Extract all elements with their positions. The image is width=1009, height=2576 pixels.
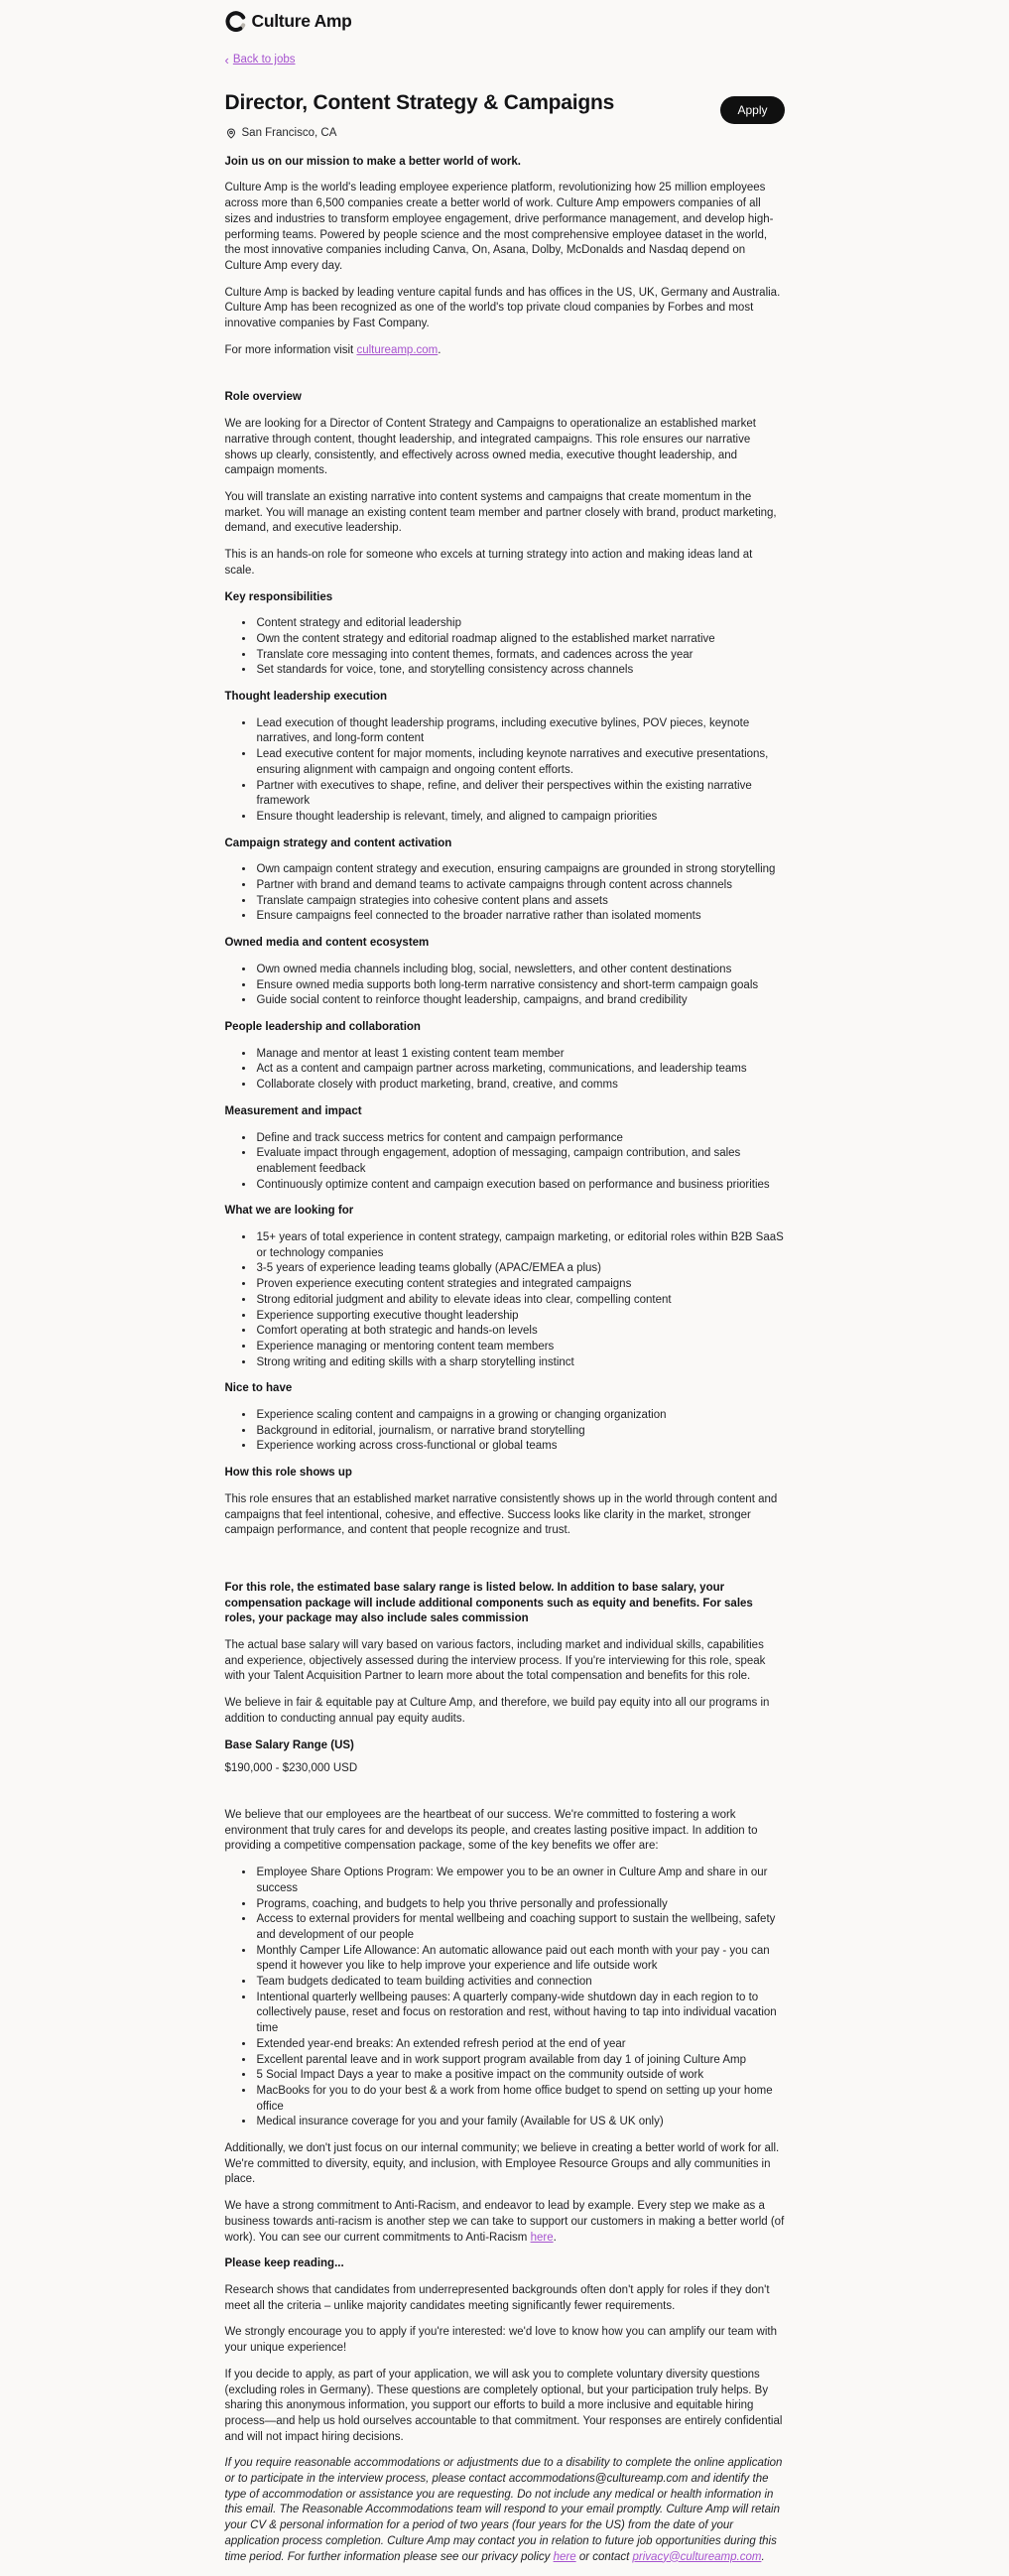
paragraph: We believe that our employees are the heartbeat of our success. We're committed to fostering a work environment that truly cares for and develops its people, and creates lasting positive impact. In addition to providing a competitive compensation package, some of the key benefits we offer are: [224,1809,758,1853]
bullet-item: • Experience managing or mentoring content team members [255,1340,785,1355]
bullet-item: • Own owned media channels including blog, social, newsletters, and other content destinations [255,963,785,978]
bullet-item: • Proven experience executing content strategies and integrated campaigns [255,1277,785,1293]
inline-link[interactable]: here [530,2231,554,2244]
bullet-list [225,1408,785,1455]
inline-link[interactable]: privacy@cultureamp.com [632,2550,762,2563]
bullet-item: • 15+ years of total experience in content strategy, campaign marketing, or editorial roles within B2B SaaS or technology companies [255,1230,785,1261]
paragraph: We have a strong commitment to Anti-Racism, and endeavor to lead by example. Every step we make as a business towards anti-racism is another step we can take to support our customers in making a better world (of work). You can see our current commitments to Anti-Racism here. [224,2200,785,2244]
page-header [225,11,785,142]
location-label: San Francisco, CA [241,127,337,140]
bullet-item: • Background in editorial, journalism, or narrative brand storytelling [255,1424,785,1440]
bullet-item: • Intentional quarterly wellbeing pauses: A quarterly company-wide shutdown day in each region to to collectively pause, reset and focus on restoration and rest, without having to tap into individual vacation time [255,1991,785,2037]
bullet-item: • Continuously optimize content and campaign execution based on performance and business priorities [255,1178,785,1194]
section-heading: People leadership and collaboration [224,1020,421,1033]
bullet-list [225,963,785,1009]
bullet-item: • 5 Social Impact Days a year to make a positive impact on the community outside of work [255,2068,785,2084]
paragraph: Culture Amp is the world's leading employee experience platform, revolutionizing how 25 million employees across more than 6,500 companies create a better world of work. Culture Amp empowers companies of all sizes and industries to transform employee engagement, drive performance management, and develop high-performing teams. Powered by people science and the most comprehensive employee dataset in the world, the most innovative companies including Canva, On, Asana, Dolby, McDonalds and Nasdaq depend on Culture Amp every day. [224,182,774,272]
bullet-item: • Ensure thought leadership is relevant, timely, and aligned to campaign priorities [255,810,785,826]
section-heading: Campaign strategy and content activation [224,837,452,849]
bullet-list [225,1047,785,1094]
chevron-left-icon: ‹ [224,53,229,68]
bullet-item: • Extended year-end breaks: An extended refresh period at the end of year [255,2037,785,2053]
paragraph: We are looking for a Director of Content Strategy and Campaigns to operationalize an established market narrative through content, thought leadership, and integrated campaigns. This role ensures our narrative shows up clearly, consistently, and effectively across owned media, executive thought leadership, and campaign moments. [224,418,756,477]
paragraph: The actual base salary will vary based on various factors, including market and individual skills, capabilities and experience, objectively assessed during the interview process. If you're interviewing for this role, speak with your Talent Acquisition Partner to learn more about the total compensation and benefits for this role. [224,1639,766,1683]
bullet-item: • Own campaign content strategy and execution, ensuring campaigns are grounded in strong storytelling [255,862,785,878]
paragraph: If you decide to apply, as part of your application, we will ask you to complete voluntary diversity questions (excluding roles in Germany). These questions are completely optional, but your participation truly helps. By sharing this anonymous information, you support our efforts to build a more inclusive and equitable hiring process—and help us hold ourselves accountable to that commitment. Your responses are entirely confidential and will not impact hiring decisions. [224,2368,783,2443]
bullet-item: • Content strategy and editorial leadership [255,616,785,632]
spacer [225,1550,785,1570]
bullet-item: • MacBooks for you to do your best & a work from home office budget to spend on setting up your home office [255,2084,785,2115]
paragraph: If you require reasonable accommodations or adjustments due to a disability to complete the online application or to participate in the interview process, please contact accommodations@cultureamp.com and identify the type of accommodation or assistance you are requesting. Do not include any medical or health information in this email. The Reasonable Accommodations team will respond to your email promptly. Culture Amp will retain your CV & personal information for a period of two years (four years for the US) from the date of your application process completion. Culture Amp may contact you in relation to future job opportunities during this time period. For further information please see our privacy policy here or contact privacy@cultureamp.com. [224,2457,783,2563]
bullet-item: • Lead executive content for major moments, including keynote narratives and executive presentations, ensuring alignment with campaign and ongoing content efforts. [255,747,785,778]
paragraph: Culture Amp is backed by leading venture capital funds and has offices in the US, UK, Germany and Australia. Culture Amp has been recognized as one of the world's top private cloud companies by Forbes and most innovative companies by Fast Company. [224,286,781,330]
job-description [225,142,785,2565]
bullet-item: • Ensure owned media supports both long-term narrative consistency and short-term campaign goals [255,978,785,994]
bullet-item: • Evaluate impact through engagement, adoption of messaging, campaign contribution, and sales enablement feedback [255,1146,785,1177]
bullet-list [225,1230,785,1370]
bullet-item: • Access to external providers for mental wellbeing and coaching support to sustain the wellbeing, safety and development of our people [255,1912,785,1943]
back-link-label: Back to jobs [232,54,296,65]
bullet-list [225,1866,785,2130]
bullet-item: • Comfort operating at both strategic and hands-on levels [255,1324,785,1340]
bullet-list [225,1131,785,1194]
bullet-item: • Experience supporting executive thought leadership [255,1309,785,1325]
paragraph: This is an hands-on role for someone who excels at turning strategy into action and making ideas land at scale. [224,549,753,577]
section-heading: Measurement and impact [224,1104,362,1117]
spacer [225,1788,785,1797]
bullet-list [225,716,785,826]
bullet-list [225,862,785,925]
back-to-jobs-link[interactable] [225,53,296,68]
bullet-item: • Employee Share Options Program: We empower you to be an owner in Culture Amp and share in our success [255,1866,785,1896]
paragraph: Join us on our mission to make a better world of work. [224,155,521,168]
paragraph: We strongly encourage you to apply if you're interested: we'd love to know how you can amplify our team with your unique experience! [224,2326,777,2355]
bullet-item: • Guide social content to reinforce thought leadership, campaigns, and brand credibility [255,993,785,1009]
logo-wordmark: Culture Amp [251,10,352,31]
paragraph: Additionally, we don't just focus on our internal community; we believe in creating a better world of work for all. We're committed to diversity, equity, and inclusion, with Employee Resource Groups and ally communities in place. [224,2142,780,2186]
section-heading: Thought leadership execution [224,691,388,704]
bullet-item: • Translate campaign strategies into cohesive content plans and assets [255,894,785,910]
title-row [225,90,785,116]
section-heading: How this role shows up [224,1467,352,1480]
section-heading: Role overview [224,391,302,404]
paragraph: For this role, the estimated base salary range is listed below. In addition to base salary, your compensation package will include additional components such as equity and benefits. For sales roles, your package may also include sales commission [224,1581,753,1625]
bullet-item: • Partner with brand and demand teams to activate campaigns through content across channels [255,878,785,894]
bullet-item: • Act as a content and campaign partner across marketing, communications, and leadership teams [255,1062,785,1078]
job-posting-page [225,0,785,2565]
bullet-item: • Monthly Camper Life Allowance: An automatic allowance paid out each month with your pay - you can spend it however you like to help improve your experience and life outside work [255,1944,785,1975]
bullet-item: • Excellent parental leave and in work support program available from day 1 of joining Culture Amp [255,2053,785,2069]
bullet-item: • Manage and mentor at least 1 existing content team member [255,1047,785,1063]
location-pin-icon [225,127,237,140]
bullet-item: • Own the content strategy and editorial roadmap aligned to the established market narrative [255,632,785,648]
paragraph: For more information visit cultureamp.com. [224,343,441,356]
job-location [225,126,785,142]
paragraph: This role ensures that an established market narrative consistently shows up in the world through content and campaigns that feel intentional, cohesive, and effective. Success looks like clarity in the market, stronger campaign performance, and content that people recognize and trust. [224,1492,778,1537]
bullet-item: • Strong writing and editing skills with a sharp storytelling instinct [255,1355,785,1371]
paragraph: We believe in fair & equitable pay at Culture Amp, and therefore, we build pay equity into all our programs in addition to conducting annual pay equity audits. [224,1697,770,1725]
paragraph: Research shows that candidates from underrepresented backgrounds often don't apply for roles if they don't meet all the criteria – unlike majority candidates meeting significantly fewer requirements. [224,2283,770,2312]
section-heading: Key responsibilities [224,590,333,603]
bullet-item: • Ensure campaigns feel connected to the broader narrative rather than isolated moments [255,909,785,925]
bullet-item: • Strong editorial judgment and ability to elevate ideas into clear, compelling content [255,1293,785,1309]
inline-link[interactable]: here [553,2550,576,2563]
culture-amp-logo[interactable] [225,11,785,32]
inline-link[interactable]: cultureamp.com [356,343,439,356]
bullet-list [225,616,785,679]
page-title: Director, Content Strategy & Campaigns [224,91,615,115]
bullet-item: • Lead execution of thought leadership programs, including executive bylines, POV pieces, keynote narratives, and long-form content [255,716,785,747]
bullet-item: • Experience working across cross-functional or global teams [255,1439,785,1455]
culture-amp-logo-icon [225,11,246,32]
section-heading: Nice to have [224,1382,293,1395]
bullet-item: • Medical insurance coverage for you and your family (Available for US & UK only) [255,2115,785,2130]
section-heading: Please keep reading... [224,2257,344,2270]
bullet-item: • Partner with executives to shape, refine, and deliver their perspectives within the existing narrative framework [255,779,785,810]
bullet-item: • Translate core messaging into content themes, formats, and cadences across the year [255,648,785,664]
section-heading: Base Salary Range (US) [224,1739,354,1751]
paragraph: You will translate an existing narrative into content systems and campaigns that create momentum in the market. You will manage an existing content team member and partner closely with brand, product marketing, demand, and executive leadership. [224,491,777,535]
section-heading: Owned media and content ecosystem [224,937,430,950]
bullet-item: • Define and track success metrics for content and campaign performance [255,1131,785,1147]
paragraph: $190,000 - $230,000 USD [224,1762,358,1775]
section-heading: What we are looking for [224,1205,354,1218]
bullet-item: • Collaborate closely with product marketing, brand, creative, and comms [255,1078,785,1094]
bullet-item: • Team budgets dedicated to team building activities and connection [255,1975,785,1991]
bullet-item: • Set standards for voice, tone, and storytelling consistency across channels [255,663,785,679]
bullet-item: • Experience scaling content and campaigns in a growing or changing organization [255,1408,785,1424]
apply-button[interactable]: Apply [720,96,784,124]
spacer [225,369,785,379]
bullet-item: • 3-5 years of experience leading teams globally (APAC/EMEA a plus) [255,1261,785,1277]
bullet-item: • Programs, coaching, and budgets to help you thrive personally and professionally [255,1897,785,1913]
